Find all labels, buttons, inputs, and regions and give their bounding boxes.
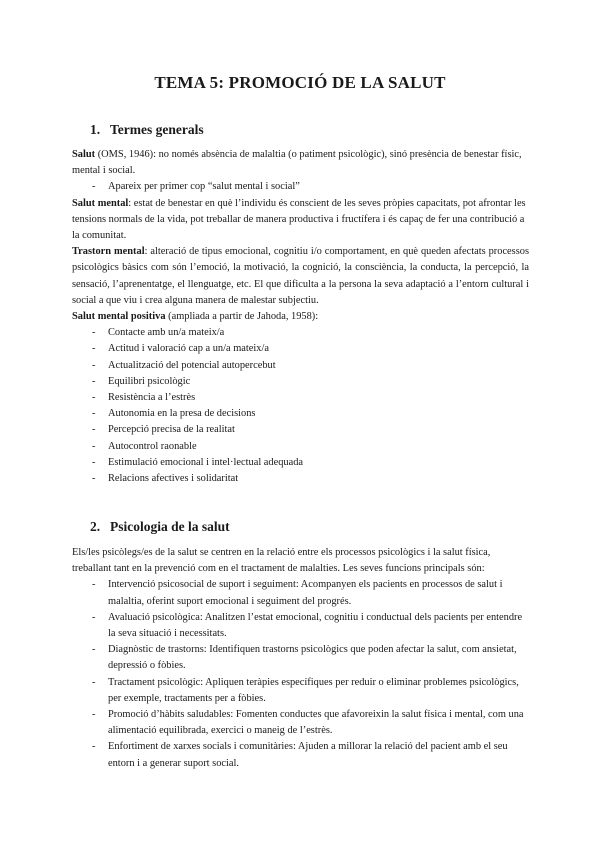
section-psicologia-body: [72, 545, 529, 772]
definition-text: : estat de benestar en què l’individu és conscient de les seves pròpies capacitats, pot afrontar les tensions normals de la vida, pot treballar de manera productiva i fructífera i és capaç de fer una contribució a la comunitat.: [72, 197, 526, 242]
list-item: - Resistència a l’estrès: [72, 390, 529, 406]
list-item: - Actitud i valoració cap a un/a mateix/a: [72, 341, 529, 357]
definition-salut: [72, 147, 529, 179]
list-item: - Autocontrol raonable: [72, 439, 529, 455]
list-item: - Equilibri psicològic: [72, 374, 529, 390]
definition-term: Salut mental: [72, 197, 129, 209]
page-title: TEMA 5: PROMOCIÓ DE LA SALUT: [154, 73, 446, 92]
list-item: - Actualització del potencial autopercebut: [72, 358, 529, 374]
functions-list: [72, 577, 529, 771]
section-number: 2.: [90, 519, 101, 534]
list-item: - Estimulació emocional i intel·lectual adequada: [72, 455, 529, 471]
section-intro: Els/les psicòlegs/es de la salut se centren en la relació entre els processos psicològics i la salut física, treballant tant en la prevenció com en el tractament de malalties. Les seves funcions principals són:: [72, 547, 491, 575]
list-item: - Autonomia en la presa de decisions: [72, 406, 529, 422]
section-heading-psicologia-de-la-salut: [72, 518, 230, 536]
list-item: - Relacions afectives i solidaritat: [72, 471, 529, 487]
section-number: 1.: [90, 122, 101, 137]
definition-salut-mental: [72, 196, 529, 245]
list-item: - Intervenció psicosocial de suport i seguiment: Acompanyen els pacients en processos de salut i malaltia, oferint suport emocional i seguiment del progrés.: [72, 577, 529, 609]
list-item: - Percepció precisa de la realitat: [72, 422, 529, 438]
list-item: - Promoció d’hàbits saludables: Fomenten conductes que afavoreixin la salut física i mental, com una alimentació equilibrada, exercici o maneig de l’estrès.: [72, 707, 529, 739]
list-item: - Apareix per primer cop “salut mental i social”: [72, 179, 529, 195]
definition-trastorn-mental: [72, 244, 529, 309]
definition-term: Salut mental positiva: [72, 311, 166, 323]
definition-text: (OMS, 1946): no només absència de malaltia (o patiment psicològic), sinó presència de benestar físic, mental i social.: [72, 149, 522, 177]
salut-bullet-list: [72, 179, 529, 195]
definition-term: Trastorn mental: [72, 246, 145, 258]
section-heading-termes-generals: [72, 121, 204, 139]
definition-text: : alteració de tipus emocional, cognitiu i/o comportament, en què queden afectats processos psicològics bàsics com són l’emoció, la motivació, la cognició, la consciència, la conducta, la percepció, la sensació, l’aprenentatge, el llenguatge, etc. El que dificulta a la persona la seva adaptació a l’entorn cultural i social a que viu i crea alguna manera de malestar subjectiu.: [72, 246, 529, 306]
section-title: Psicologia de la salut: [110, 519, 230, 534]
section-title: Termes generals: [110, 122, 204, 137]
definition-text: (ampliada a partir de Jahoda, 1958):: [165, 311, 319, 323]
definition-salut-mental-positiva: [72, 309, 529, 325]
list-item: - Tractament psicològic: Apliquen teràpies específiques per reduir o eliminar problemes psicològics, per exemple, tractaments per a fòbies.: [72, 675, 529, 707]
definition-term: Salut: [72, 149, 96, 160]
list-item: - Enfortiment de xarxes socials i comunitàries: Ajuden a millorar la relació del pacient amb el seu entorn i a generar suport social.: [72, 739, 529, 771]
list-item: - Diagnòstic de trastorns: Identifiquen trastorns psicològics que poden afectar la salut, com ansietat, depressió o fòbies.: [72, 642, 529, 674]
section-termes-generals-body: [72, 147, 529, 487]
salut-mental-positiva-list: [72, 325, 529, 487]
list-item: - Avaluació psicològica: Analitzen l’estat emocional, cognitiu i conductual dels pacients per entendre la seva situació i necessitats.: [72, 610, 529, 642]
list-item: - Contacte amb un/a mateix/a: [72, 325, 529, 341]
